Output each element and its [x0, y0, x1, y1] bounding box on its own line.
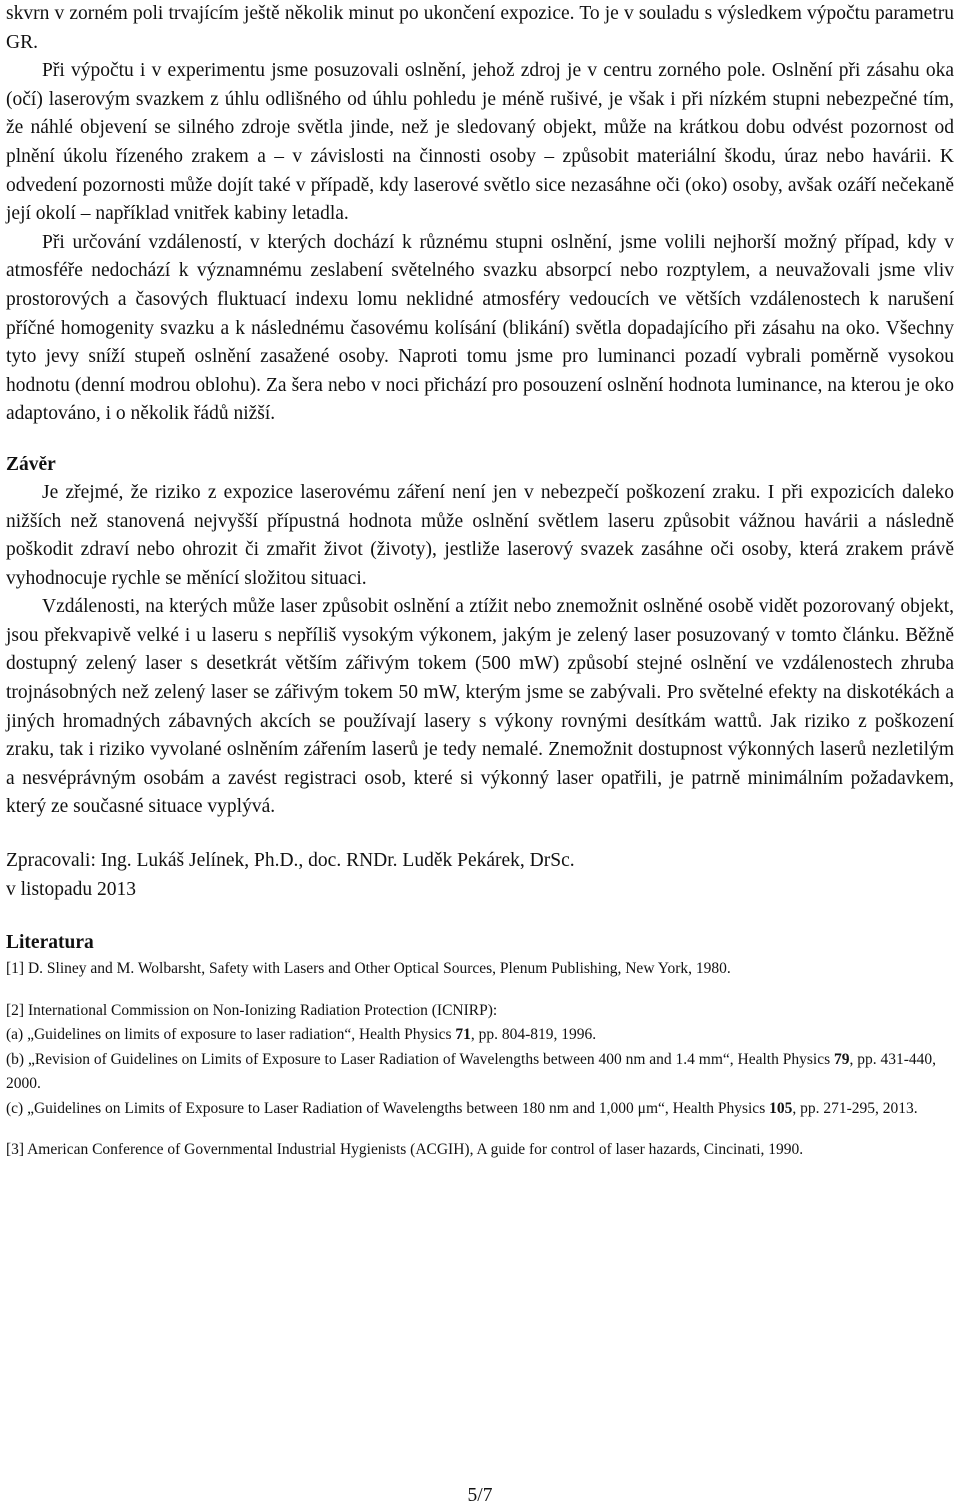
reference-2a [6, 1023, 954, 1048]
authors-line: Zpracovali: Ing. Lukáš Jelínek, Ph.D., doc. RNDr. Luděk Pekárek, DrSc. [6, 850, 575, 872]
reference-2a-volume: 71 [455, 1026, 471, 1044]
reference-2c-pages: , pp. 271-295, 2013. [792, 1099, 918, 1117]
literature-heading: Literatura [6, 932, 94, 954]
reference-3: [3] American Conference of Governmental Industrial Hygienists (ACGIH), A guide for control of laser hazards, Cincinati, 1990. [6, 1141, 804, 1159]
reference-2a-pages: , pp. 804-819, 1996. [470, 1026, 597, 1044]
document-page [6, 0, 954, 1163]
reference-1: [1] D. Sliney and M. Wolbarsht, Safety with Lasers and Other Optical Sources, Plenum Publishing, New York, 1980. [6, 960, 731, 978]
page-number: 5/7 [467, 1485, 493, 1506]
conclusion-heading: Závěr [6, 453, 56, 475]
reference-2b-pages: , pp. 431-440, 2000. [6, 1050, 937, 1093]
conclusion-paragraph-2: Vzdálenosti, na kterých může laser způsobit oslnění a ztížit nebo znemožnit oslněné osobě vidět pozorovaný objekt, jsou překvapivě velké i u laseru s nepříliš vysokým výkonem, jakým je zelený laser posuzovaný v tomto článku. Běžně dostupný zelený laser s desetkrát větším zářivým tokem (500 mW) způsobí stejné oslnění ve vzdálenostech zhruba trojnásobných než zelený laser se zářivým tokem 50 mW, kterým jsme se zabývali. Pro světelné efekty na diskotékách a jiných hromadných zábavných akcích se používají lasery s výkony rovnými desítkám wattů. Jak riziko z poškození zraku, tak i riziko vyvolané oslněním zářením laserů je tedy nemalé. Znemožnit dostupnost výkonných laserů nezletilým a nesvéprávným osobám a zavést registraci osob, které si výkonný laser opatřili, je patrně minimálním požadavkem, který ze současné situace vyplývá. [6, 596, 954, 818]
paragraph-distances: Při určování vzdáleností, v kterých dochází k různému stupni oslnění, jsme volili nejhorší možný případ, kdy v atmosféře nedochází k významnému zeslabení světelného svazku absorpcí nebo rozptylem, a neuvažovali jsme vliv prostorových a časových fluktuací indexu lomu neklidné atmosféry vedoucích ve větších vzdálenostech k narušení příčné homogenity svazku a k následnému časovému kolísání (blikání) světla dopadajícího při zásahu na oko. Všechny tyto jevy sníží stupeň oslnění zasažené osoby. Naproti tomu jsme pro luminanci pozadí vybrali poměrně vysokou hodnotu (denní modrou oblohu). Za šera nebo v noci přichází pro posouzení oslnění hodnota luminance, na kterou je oko adaptováno, i o několik řádů nižší. [6, 231, 954, 425]
reference-2c-text: (c) „Guidelines on Limits of Exposure to Laser Radiation of Wavelengths between 180 nm and 1,000 μm“, Health Physics [6, 1099, 770, 1117]
date-line: v listopadu 2013 [6, 878, 136, 900]
reference-2c [6, 1097, 954, 1122]
reference-2a-text: (a) „Guidelines on limits of exposure to laser radiation“, Health Physics [6, 1026, 456, 1044]
reference-2b-text: (b) „Revision of Guidelines on Limits of Exposure to Laser Radiation of Wavelengths between 400 nm and 1.4 mm“, Health Physics [6, 1050, 834, 1068]
reference-2b-volume: 79 [834, 1050, 850, 1068]
reference-2-title: [2] International Commission on Non-Ionizing Radiation Protection (ICNIRP): [6, 1001, 498, 1019]
reference-2c-volume: 105 [769, 1099, 793, 1117]
paragraph-continued: skvrn v zorném poli trvajícím ještě několik minut po ukončení expozice. To je v souladu s výsledkem výpočtu parametru GR. [6, 3, 954, 53]
reference-2b [6, 1048, 954, 1097]
conclusion-paragraph-1: Je zřejmé, že riziko z expozice laserovému záření není jen v nebezpečí poškození zraku. I při expozicích daleko nižších než stanovená nejvyšší přípustná hodnota může oslnění světlem laseru způsobit vážnou havárii a následně poškodit zdraví nebo ohrozit či zmařit život (životy), jestliže laserový svazek zasáhne oči osoby, která zrakem právě vyhodnocuje rychle se měnící složitou situaci. [6, 481, 954, 589]
paragraph-glare-source: Při výpočtu i v experimentu jsme posuzovali oslnění, jehož zdroj je v centru zorného pole. Oslnění při zásahu oka (očí) laserovým svazkem z úhlu odlišného od úhlu pohledu je méně rušivé, je však i při nízkém stupni nebezpečné tím, že náhlé objevení se silného zdroje světla jinde, než je sledovaný objekt, může na krátkou dobu odvést pozornost od plnění úkolu řízeného zrakem a – v závislosti na činnosti osoby – způsobit materiální škodu, úraz nebo havárii. K odvedení pozornosti může dojít také v případě, kdy laserové světlo sice nezasáhne oči (oko) osoby, avšak ozáří nečekaně její okolí – například vnitřek kabiny letadla. [6, 60, 954, 225]
